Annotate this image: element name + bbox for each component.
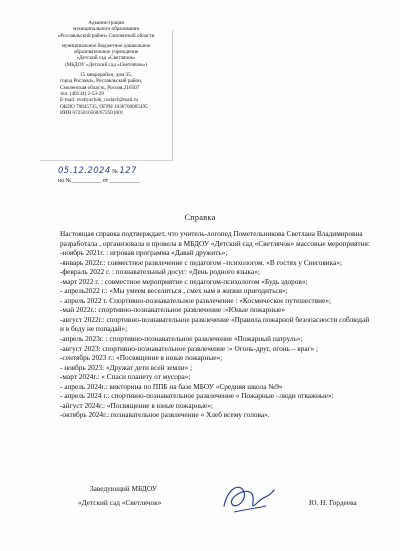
reference-line: на №__________ от __________ — [58, 178, 140, 184]
letterhead-line: муниципального образования — [73, 26, 139, 33]
letterhead-line: (МБДОУ «Детский сад «Светлячок») — [64, 61, 148, 68]
outgoing-date: 05.12.2024 — [58, 166, 111, 176]
letterhead-line: образовательное учреждение — [73, 49, 139, 56]
event-item: -август 2023: спортивно-познавательное развлечение :« Огонь-друг, огонь – враг» ; — [60, 343, 319, 353]
outgoing-date-number — [58, 166, 168, 176]
letterhead-address: город Рославль, Рославльский район, — [60, 78, 143, 85]
event-item: -айгуст 2024г.: «Посвящение в юные пожарные»; — [60, 400, 213, 410]
letterhead-line: муниципальное бюджетное дошкольное — [61, 42, 151, 49]
signer-organization: «Детский сад «Светлячок» — [78, 498, 162, 507]
event-list — [60, 248, 372, 420]
outgoing-number: 127 — [119, 166, 137, 176]
letterhead-address: тел. (48134) 2-53-29 — [60, 90, 104, 97]
number-sign: № — [112, 169, 118, 175]
handwritten-signature — [218, 476, 278, 520]
event-item: - апрель2022 г.: «Мы умеем веселиться , смех нам в жизни пригодиться»; — [60, 286, 288, 296]
event-item: -май 2022г.: спортивно-познавательное развлечение :«Юные пожарные» — [60, 305, 285, 315]
event-item: -сентябрь 2023 г.: «Посвящение в юные пожарные»; — [60, 353, 223, 363]
document-title: Справка — [184, 213, 216, 222]
letterhead-address: 15 микрорайон, дом 35, — [79, 72, 133, 79]
event-item: -февраль 2022 г. : познавательный досуг: «День родного языка»; — [60, 267, 260, 277]
event-item: -апрель 2023г. : спортивно-познавательное развлечение «Пожарный патруль»; — [60, 334, 303, 344]
letterhead-line: «Рославльский район» Смоленской области — [57, 32, 155, 39]
letterhead-address: Смоленская область, Россия,216507 — [60, 84, 140, 91]
event-item: -октябрь 2024г.: познавательное развлечение « Хлеб всему голова». — [60, 410, 270, 420]
event-item: -август 2022г.: спортивно-познавательное развлечение «Правила пожарной безопасности соблюдай и в беду не попадай»; — [60, 314, 370, 334]
document-body — [60, 229, 372, 420]
signer-role: Заведующий МБДОУ — [90, 484, 157, 493]
event-item: -март 2024г.: « Спаси планету от мусора»; — [60, 372, 191, 382]
event-item: -ноябрь 2021г. : игровая программа «Давай дружить»; — [60, 248, 228, 258]
event-item: - апрель 2024г.: викторина по ППБ на базе МБОУ «Средняя школа №9» — [60, 381, 283, 391]
event-item: - ноябрь 2023: «Дружат дети всей земли» ; — [60, 362, 193, 372]
event-item: -март 2022 г. : совместное мероприятие с педагогом-психологом «Будь здоров»; — [60, 276, 308, 286]
event-item: - апрель 2024 г.: спортивно-познавательное развлечение « Пожарные –люди отважные»: — [60, 391, 334, 401]
letterhead-address: ИНН 6725010568/672501001 — [60, 109, 124, 116]
letterhead-address: E-mail: svetlyachok_roslavl@mail.ru — [60, 97, 138, 104]
intro-paragraph: Настоящая справка подтверждает, что учитель-логопед Пометельникова Светлана Владимировна разработала , организовала и провела в МБДОУ «Детский сад «Светлячок» массовые мероприятия: — [60, 229, 370, 248]
letterhead-line: «Детский сад «Светлячок» — [76, 55, 136, 62]
letterhead — [46, 20, 166, 116]
event-item: -январь 2022г.: совместное развлечение с педагогом –психологом. «В гостях у Снеговика»; — [60, 257, 343, 267]
letterhead-line: Администрация — [88, 20, 124, 26]
event-item: - апрель 2022 г. Спортивно-познавательное развлечение : «Космическое путешествие»; — [60, 295, 332, 305]
signer-name: Ю. Н. Гордеева — [309, 498, 357, 507]
letterhead-address: ОКПО 70845735, ОГРН 1036700005495 — [60, 103, 148, 110]
